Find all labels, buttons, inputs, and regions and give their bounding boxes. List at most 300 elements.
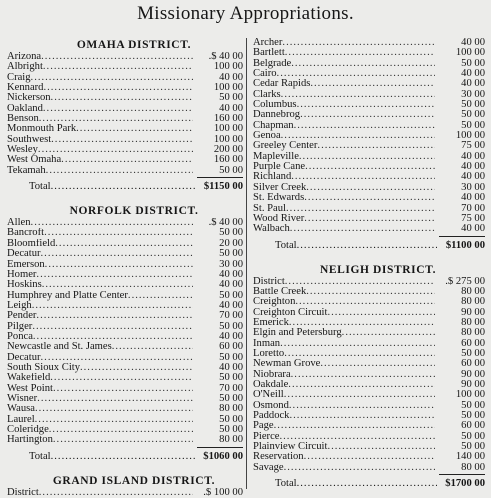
amount-value: 40 00 bbox=[461, 151, 485, 162]
amount-value: 50 00 bbox=[461, 400, 485, 411]
dot-leader bbox=[50, 373, 193, 383]
church-name: Inman bbox=[253, 338, 281, 349]
amount-value: .$ 40 00 bbox=[208, 52, 243, 62]
dot-leader bbox=[304, 452, 435, 462]
total-rule-wrap bbox=[7, 176, 243, 180]
amount-value: 80 00 bbox=[219, 435, 243, 446]
church-name: Ponca bbox=[7, 331, 33, 342]
church-name: Bartlett bbox=[253, 48, 285, 59]
church-name: Chapman bbox=[253, 120, 294, 131]
dot-leader bbox=[291, 370, 435, 380]
church-name: Richland bbox=[253, 172, 292, 183]
appropriation-row bbox=[7, 322, 243, 332]
appropriation-row bbox=[7, 83, 243, 93]
church-name: Tekamah bbox=[7, 165, 46, 176]
church-name: St. Paul bbox=[253, 203, 286, 214]
dot-leader bbox=[300, 110, 435, 120]
appropriation-row bbox=[7, 73, 243, 83]
total-row bbox=[253, 239, 485, 253]
church-name: Pilger bbox=[7, 321, 33, 332]
appropriation-row bbox=[253, 339, 485, 349]
dot-leader bbox=[288, 380, 435, 390]
appropriation-row bbox=[253, 380, 485, 390]
church-name: Monmouth Park bbox=[7, 124, 77, 135]
amount-value: 50 00 bbox=[219, 373, 243, 384]
dot-leader bbox=[284, 349, 435, 359]
amount-value: 40 00 bbox=[461, 172, 485, 183]
dot-leader bbox=[280, 339, 435, 349]
amount-value: 60 00 bbox=[461, 338, 485, 349]
appropriation-row bbox=[7, 373, 243, 383]
amount-value: 30 00 bbox=[219, 259, 243, 270]
appropriation-row bbox=[253, 59, 485, 69]
church-name: Wisner bbox=[7, 393, 38, 404]
church-name: Loretto bbox=[253, 348, 285, 359]
amount-value: 60 00 bbox=[461, 359, 485, 370]
amount-value: 70 00 bbox=[219, 311, 243, 322]
dot-leader bbox=[43, 62, 193, 72]
dot-leader bbox=[320, 359, 435, 369]
church-name: Genoa bbox=[253, 131, 281, 142]
dot-leader bbox=[43, 83, 193, 93]
appropriation-row bbox=[7, 280, 243, 290]
dot-leader bbox=[128, 291, 193, 301]
church-name: West Point bbox=[7, 383, 53, 394]
dot-leader bbox=[36, 270, 193, 280]
total-amount: $1700 00 bbox=[445, 478, 485, 490]
amount-value: 80 00 bbox=[219, 404, 243, 415]
amount-value: 40 00 bbox=[219, 331, 243, 342]
total-rule bbox=[197, 447, 243, 448]
dot-leader bbox=[51, 450, 195, 464]
amount-value: 80 00 bbox=[461, 328, 485, 339]
total-rule-wrap bbox=[253, 235, 485, 239]
church-name: Wausa bbox=[7, 404, 35, 415]
total-rule bbox=[439, 236, 485, 237]
amount-value: 160 00 bbox=[213, 155, 243, 166]
amount-value: 80 00 bbox=[461, 462, 485, 473]
amount-value: 160 00 bbox=[213, 114, 243, 125]
appropriation-row bbox=[253, 204, 485, 214]
amount-value: 50 00 bbox=[461, 411, 485, 421]
dot-leader bbox=[327, 442, 435, 452]
appropriation-row bbox=[253, 287, 485, 297]
dot-leader bbox=[80, 363, 193, 373]
amount-value: 50 00 bbox=[219, 290, 243, 301]
dot-leader bbox=[310, 79, 435, 89]
church-name: Belgrade bbox=[253, 58, 292, 69]
church-name: Southwest bbox=[7, 134, 52, 145]
appropriation-row bbox=[253, 152, 485, 162]
appropriation-row bbox=[7, 291, 243, 301]
appropriation-row bbox=[253, 411, 485, 421]
appropriation-row bbox=[7, 260, 243, 270]
dot-leader bbox=[51, 93, 193, 103]
appropriation-row bbox=[253, 359, 485, 369]
church-name: Benson bbox=[7, 114, 39, 125]
amount-value: 50 00 bbox=[461, 110, 485, 121]
dot-leader bbox=[45, 260, 193, 270]
church-name: Albright bbox=[7, 62, 43, 73]
amount-value: 50 00 bbox=[219, 352, 243, 363]
section-gap bbox=[7, 464, 243, 474]
church-name: St. Edwards bbox=[253, 193, 305, 204]
dot-leader bbox=[32, 322, 193, 332]
amount-value: 70 00 bbox=[219, 383, 243, 394]
amount-value: 50 00 bbox=[219, 321, 243, 332]
amount-value: 40 00 bbox=[219, 280, 243, 291]
dot-leader bbox=[39, 114, 193, 124]
appropriation-row bbox=[253, 224, 485, 234]
amount-value: 50 00 bbox=[461, 58, 485, 69]
church-name: Pender bbox=[7, 311, 37, 322]
dot-leader bbox=[297, 239, 437, 253]
appropriation-row bbox=[253, 48, 485, 58]
dot-leader bbox=[61, 155, 193, 165]
dot-leader bbox=[41, 249, 193, 259]
dot-leader bbox=[55, 239, 193, 249]
dot-leader bbox=[295, 297, 435, 307]
church-name: Newman Grove bbox=[253, 359, 321, 370]
left-column bbox=[7, 38, 243, 498]
church-name: Leigh bbox=[7, 300, 32, 311]
amount-value: 40 00 bbox=[461, 79, 485, 90]
amount-value: 100 00 bbox=[213, 134, 243, 145]
dot-leader bbox=[299, 152, 435, 162]
dot-leader bbox=[291, 172, 435, 182]
amount-value: .$ 40 00 bbox=[208, 218, 243, 229]
dot-leader bbox=[285, 48, 435, 58]
church-name: Hartington bbox=[7, 435, 53, 446]
appropriation-row bbox=[253, 214, 485, 224]
dot-leader bbox=[286, 204, 435, 214]
dot-leader bbox=[53, 384, 193, 394]
appropriation-row bbox=[7, 114, 243, 124]
amount-value: 30 00 bbox=[461, 182, 485, 193]
right-column bbox=[253, 38, 485, 491]
amount-value: 20 00 bbox=[219, 238, 243, 249]
section-gap bbox=[7, 194, 243, 204]
dot-leader bbox=[33, 332, 193, 342]
appropriation-row bbox=[253, 183, 485, 193]
appropriation-row bbox=[253, 370, 485, 380]
total-rule bbox=[439, 474, 485, 475]
appropriation-row bbox=[253, 121, 485, 131]
church-name: Newcastle and St. James bbox=[7, 342, 112, 353]
appropriation-row bbox=[253, 318, 485, 328]
amount-value: 40 00 bbox=[461, 69, 485, 80]
dot-leader bbox=[44, 228, 193, 238]
amount-value: 75 00 bbox=[461, 213, 485, 224]
appropriation-row bbox=[253, 79, 485, 89]
dot-leader bbox=[76, 124, 193, 134]
dot-leader bbox=[294, 121, 435, 131]
church-name: Oakdale bbox=[253, 379, 289, 390]
amount-value: 75 00 bbox=[461, 141, 485, 152]
church-name: Reservation bbox=[253, 452, 304, 463]
appropriation-row bbox=[7, 155, 243, 165]
church-name: Plainview Circuit bbox=[253, 442, 328, 453]
church-name: District bbox=[253, 276, 285, 287]
dot-leader bbox=[274, 421, 435, 431]
amount-value: 100 00 bbox=[213, 124, 243, 135]
church-name: Emerick bbox=[253, 317, 289, 328]
appropriation-row bbox=[253, 110, 485, 120]
church-name: Creighton bbox=[253, 297, 296, 308]
appropriation-row bbox=[253, 390, 485, 400]
amount-value: 70 00 bbox=[461, 203, 485, 214]
dot-leader bbox=[41, 353, 193, 363]
church-name: Allen bbox=[7, 218, 31, 229]
amount-value: 100 00 bbox=[455, 131, 485, 142]
appropriation-row bbox=[253, 100, 485, 110]
church-name: Bancroft bbox=[7, 228, 45, 239]
church-name: Cedar Rapids bbox=[253, 79, 311, 90]
church-name: Bloomfield bbox=[7, 238, 56, 249]
dot-leader bbox=[35, 415, 193, 425]
dot-leader bbox=[282, 38, 435, 48]
church-name: Arizona bbox=[7, 52, 42, 62]
dot-leader bbox=[304, 214, 435, 224]
total-rule-wrap bbox=[253, 473, 485, 477]
church-name: O'Neill bbox=[253, 390, 284, 401]
church-name: Columbus bbox=[253, 100, 297, 111]
amount-value: 80 00 bbox=[461, 286, 485, 297]
appropriation-row bbox=[7, 301, 243, 311]
church-name: Decatur bbox=[7, 352, 41, 363]
dot-leader bbox=[277, 69, 435, 79]
amount-value: 50 00 bbox=[461, 100, 485, 111]
amount-value: 140 00 bbox=[455, 452, 485, 463]
church-name: Craig bbox=[7, 72, 31, 83]
total-label: Total bbox=[275, 478, 297, 490]
amount-value: 100 00 bbox=[213, 83, 243, 94]
church-name: Wesley bbox=[7, 145, 38, 156]
appropriation-row bbox=[253, 463, 485, 473]
church-name: Nickerson bbox=[7, 93, 51, 104]
appropriation-row bbox=[253, 193, 485, 203]
appropriation-row bbox=[253, 308, 485, 318]
district-heading: NELIGH DISTRICT. bbox=[319, 263, 437, 276]
appropriation-row bbox=[253, 452, 485, 462]
dot-leader bbox=[36, 311, 193, 321]
amount-value: 40 00 bbox=[461, 38, 485, 48]
church-name: Elgin and Petersburg bbox=[253, 328, 342, 339]
amount-value: .$ 275 00 bbox=[445, 276, 485, 287]
dot-leader bbox=[53, 435, 193, 445]
amount-value: 80 00 bbox=[461, 297, 485, 308]
church-name: Pierce bbox=[253, 431, 280, 442]
dot-leader bbox=[285, 277, 435, 287]
total-amount: $1150 00 bbox=[203, 181, 243, 193]
appropriation-row bbox=[7, 353, 243, 363]
appropriation-row bbox=[253, 90, 485, 100]
dot-leader bbox=[39, 488, 193, 498]
appropriation-row bbox=[253, 442, 485, 452]
dot-leader bbox=[284, 463, 435, 473]
dot-leader bbox=[289, 318, 435, 328]
total-rule-wrap bbox=[7, 446, 243, 450]
dot-leader bbox=[51, 180, 195, 194]
appropriation-row bbox=[7, 104, 243, 114]
appropriation-row bbox=[7, 363, 243, 373]
amount-value: 50 00 bbox=[461, 348, 485, 359]
amount-value: 80 00 bbox=[461, 317, 485, 328]
dot-leader bbox=[42, 280, 193, 290]
dot-leader bbox=[289, 401, 435, 411]
church-name: Creighton Circuit bbox=[253, 307, 328, 318]
district-heading: GRAND ISLAND DISTRICT. bbox=[52, 474, 216, 487]
dot-leader bbox=[290, 224, 435, 234]
church-name: Cairo bbox=[253, 69, 277, 80]
amount-value: 40 00 bbox=[461, 162, 485, 173]
appropriation-row bbox=[7, 415, 243, 425]
church-name: Archer bbox=[253, 38, 283, 48]
column-divider bbox=[246, 38, 247, 489]
dot-leader bbox=[43, 104, 193, 114]
appropriation-row bbox=[7, 239, 243, 249]
dot-leader bbox=[291, 59, 435, 69]
dot-leader bbox=[304, 193, 435, 203]
dot-leader bbox=[281, 131, 435, 141]
total-label: Total bbox=[29, 450, 51, 462]
amount-value: 200 00 bbox=[213, 145, 243, 156]
dot-leader bbox=[32, 301, 193, 311]
amount-value: 40 00 bbox=[461, 193, 485, 204]
appropriation-row bbox=[7, 342, 243, 352]
dot-leader bbox=[112, 342, 193, 352]
church-name: Niobrara bbox=[253, 369, 291, 380]
amount-value: 30 00 bbox=[461, 89, 485, 100]
appropriation-row bbox=[253, 69, 485, 79]
appropriation-row bbox=[7, 332, 243, 342]
dot-leader bbox=[37, 394, 193, 404]
appropriation-row bbox=[253, 349, 485, 359]
appropriation-row bbox=[7, 62, 243, 72]
appropriation-row bbox=[7, 135, 243, 145]
appropriation-row bbox=[7, 311, 243, 321]
appropriation-row bbox=[7, 384, 243, 394]
total-amount: $1100 00 bbox=[445, 239, 485, 251]
amount-value: 90 00 bbox=[461, 307, 485, 318]
amount-value: 60 00 bbox=[219, 342, 243, 353]
appropriation-row bbox=[253, 277, 485, 287]
appropriation-row bbox=[253, 172, 485, 182]
church-name: Osmond bbox=[253, 400, 289, 411]
church-name: Homer bbox=[7, 269, 37, 280]
dot-leader bbox=[38, 145, 193, 155]
church-name: South Sioux City bbox=[7, 362, 80, 373]
appropriation-row bbox=[7, 394, 243, 404]
total-row bbox=[7, 180, 243, 194]
church-name: Emerson bbox=[7, 259, 45, 270]
appropriation-row bbox=[253, 421, 485, 431]
amount-value: 50 00 bbox=[219, 228, 243, 239]
church-name: Mapleville bbox=[253, 151, 299, 162]
church-name: Dannebrog bbox=[253, 110, 301, 121]
amount-value: 50 00 bbox=[219, 165, 243, 176]
appropriation-row bbox=[253, 162, 485, 172]
dot-leader bbox=[35, 404, 193, 414]
amount-value: 40 00 bbox=[219, 269, 243, 280]
appropriation-row bbox=[7, 124, 243, 134]
church-name: Page bbox=[253, 421, 274, 432]
dot-leader bbox=[279, 432, 435, 442]
church-name: Kennard bbox=[7, 83, 44, 94]
dot-leader bbox=[284, 390, 435, 400]
district-heading: NORFOLK DISTRICT. bbox=[69, 205, 199, 218]
amount-value: 40 00 bbox=[219, 72, 243, 83]
amount-value: 100 00 bbox=[455, 48, 485, 59]
amount-value: 50 00 bbox=[219, 249, 243, 260]
appropriation-row bbox=[7, 435, 243, 445]
amount-value: 50 00 bbox=[461, 431, 485, 442]
section-gap bbox=[253, 253, 485, 263]
appropriation-row bbox=[7, 218, 243, 228]
dot-leader bbox=[327, 308, 435, 318]
church-name: Laurel bbox=[7, 414, 35, 425]
dot-leader bbox=[31, 218, 193, 228]
dot-leader bbox=[289, 411, 435, 421]
church-name: Clarks bbox=[253, 89, 281, 100]
total-label: Total bbox=[29, 181, 51, 193]
dot-leader bbox=[317, 141, 435, 151]
church-name: West Omaha bbox=[7, 155, 62, 166]
church-name: Wakefield bbox=[7, 373, 51, 384]
dot-leader bbox=[306, 287, 435, 297]
church-name: Wood River bbox=[253, 213, 305, 224]
appropriation-row bbox=[253, 328, 485, 338]
amount-value: 40 00 bbox=[219, 103, 243, 114]
amount-value: 100 00 bbox=[455, 390, 485, 401]
church-name: Hoskins bbox=[7, 280, 42, 291]
church-name: Humphrey and Platte Center bbox=[7, 290, 128, 301]
amount-value: 50 00 bbox=[219, 93, 243, 104]
appropriation-row bbox=[7, 425, 243, 435]
amount-value: 50 00 bbox=[219, 414, 243, 425]
appropriation-row bbox=[7, 404, 243, 414]
appropriation-row bbox=[7, 93, 243, 103]
district-heading: OMAHA DISTRICT. bbox=[76, 39, 192, 51]
appropriation-row bbox=[253, 432, 485, 442]
appropriation-row bbox=[7, 166, 243, 176]
amount-value: 50 00 bbox=[219, 393, 243, 404]
amount-value: 100 00 bbox=[213, 62, 243, 73]
total-rule bbox=[197, 177, 243, 178]
total-amount: $1060 00 bbox=[203, 450, 243, 462]
church-name: Battle Creek bbox=[253, 286, 307, 297]
appropriation-row bbox=[7, 488, 243, 498]
total-row bbox=[253, 477, 485, 491]
amount-value: 40 00 bbox=[461, 224, 485, 235]
total-label: Total bbox=[275, 239, 297, 251]
appropriation-row bbox=[253, 38, 485, 48]
appropriation-row bbox=[253, 401, 485, 411]
dot-leader bbox=[46, 166, 193, 176]
appropriation-row bbox=[253, 131, 485, 141]
total-row bbox=[7, 450, 243, 464]
dot-leader bbox=[31, 73, 193, 83]
church-name: Paddock bbox=[253, 411, 290, 421]
appropriation-row bbox=[7, 52, 243, 62]
appropriation-row bbox=[7, 145, 243, 155]
dot-leader bbox=[49, 425, 193, 435]
dot-leader bbox=[41, 52, 193, 62]
dot-leader bbox=[305, 162, 435, 172]
church-name: Coleridge bbox=[7, 425, 49, 435]
church-name: Purple Cane bbox=[253, 162, 306, 173]
appropriation-row bbox=[253, 141, 485, 151]
